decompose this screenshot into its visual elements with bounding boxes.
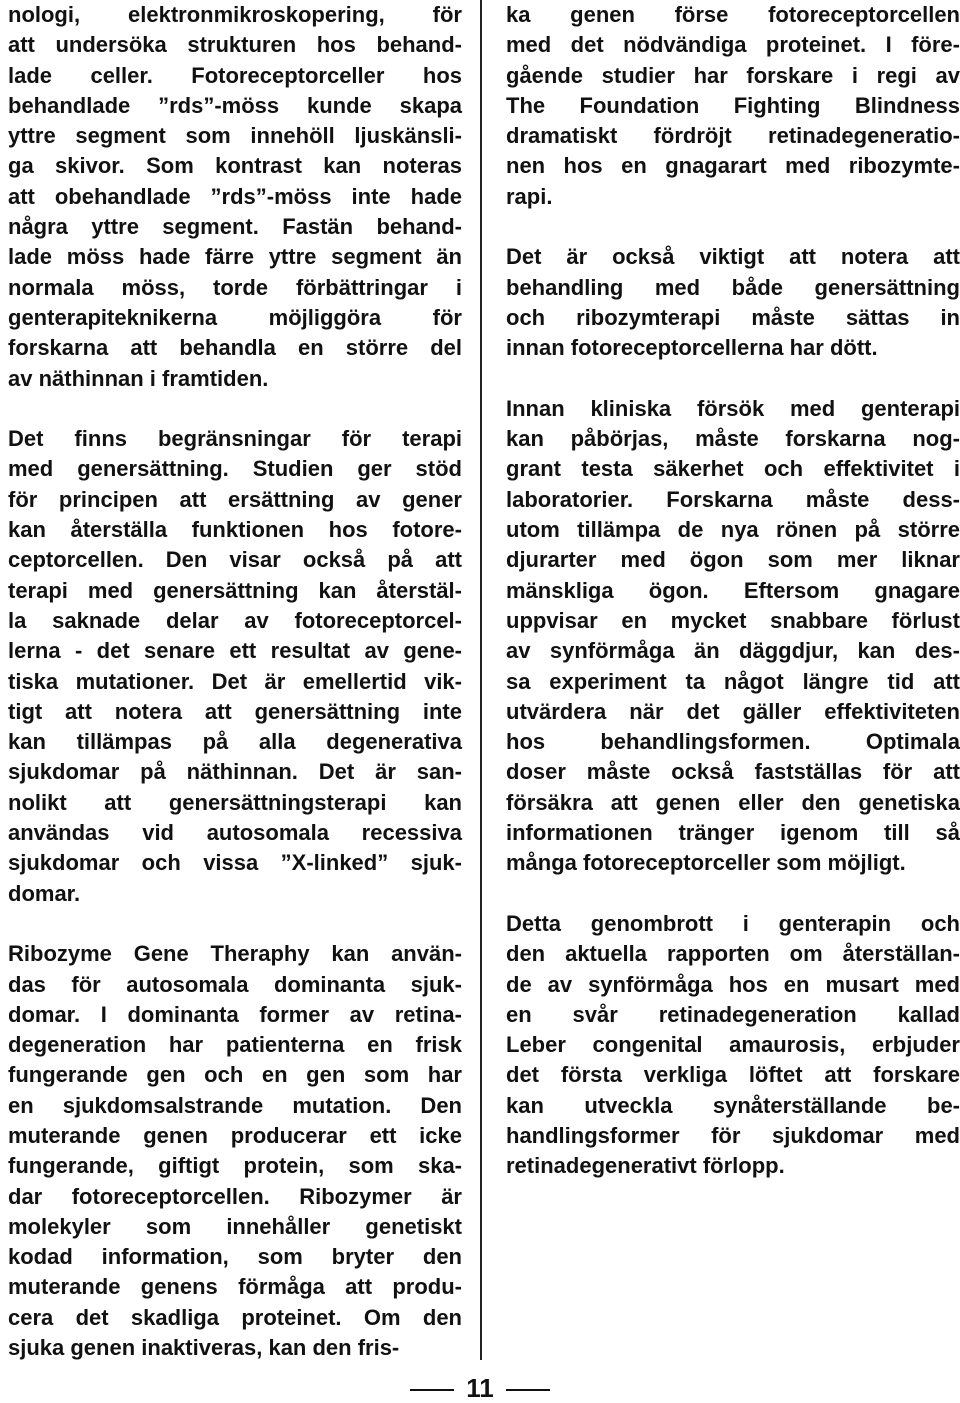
right-column-text-line: Leber congenital amaurosis, erbjuder	[506, 1032, 960, 1058]
left-column-text-line: das för autosomala dominanta sjuk-	[8, 971, 462, 997]
page-footer	[0, 1373, 960, 1403]
right-column-text-line: försäkra att genen eller den genetiska	[506, 789, 960, 815]
left-column-text-line: av näthinnan i framtiden.	[8, 365, 269, 391]
left-column-text-line: degeneration har patienterna en frisk	[8, 1032, 462, 1058]
right-column-text-line: uppvisar en mycket snabbare förlust	[506, 607, 960, 633]
right-column-text-line: med det nödvändiga proteinet. I före-	[506, 32, 960, 58]
right-column-text-line: de av synförmåga hos en musart med	[506, 971, 960, 997]
left-column-text-line: genterapiteknikerna möjliggöra för	[8, 304, 462, 330]
right-column-text-line: Innan kliniska försök med genterapi	[506, 395, 960, 421]
right-column-text-line: gående studier har forskare i regi av	[506, 62, 960, 88]
left-column-text-line: cera det skadliga proteinet. Om den	[8, 1304, 462, 1330]
right-column-text-line: utom tillämpa de nya rönen på större	[506, 517, 960, 543]
right-column-text-line: Detta genombrott i genterapin och	[506, 910, 960, 936]
right-column-text-line: en svår retinadegeneration kallad	[506, 1001, 960, 1027]
right-column-text-line: behandling med både genersättning	[506, 274, 960, 300]
right-column-text-line: rapi.	[506, 183, 553, 209]
left-column-text-line: nologi, elektronmikroskopering, för	[8, 2, 462, 27]
right-column-text-line: det första verkliga löftet att forskare	[506, 1062, 960, 1088]
right-column-text-line: The Foundation Fighting Blindness	[506, 92, 960, 118]
left-column-text-line: tiska mutationer. Det är emellertid vik-	[8, 668, 462, 694]
left-column-text-line: att obehandlade ”rds”-möss inte hade	[8, 183, 462, 209]
left-column-text-line: yttre segment som innehöll ljuskänsli-	[8, 123, 462, 149]
right-column	[506, 0, 960, 1182]
right-column-text-line: den aktuella rapporten om återställan-	[506, 941, 960, 967]
left-column-text-line: lade celler. Fotoreceptorceller hos	[8, 62, 462, 88]
right-column-text-line: informationen tränger igenom till så	[506, 820, 960, 846]
right-column-text-line: retinadegenerativt förlopp.	[506, 1153, 785, 1179]
left-column-text-line: terapi med genersättning kan återstäl-	[8, 577, 462, 603]
left-column-text-line: dar fotoreceptorcellen. Ribozymer är	[8, 1183, 462, 1209]
page-number: 11	[466, 1373, 494, 1403]
left-column-text-line: kan tillämpas på alla degenerativa	[8, 729, 462, 755]
right-column-text-line: Det är också viktigt att notera att	[506, 244, 960, 270]
right-column-text-line: av synförmåga än däggdjur, kan des-	[506, 638, 960, 664]
left-column-text-line: lade möss hade färre yttre segment än	[8, 244, 462, 270]
left-column-text-line: muterande genens förmåga att produ-	[8, 1274, 462, 1300]
right-column-text-line: handlingsformer för sjukdomar med	[506, 1122, 960, 1148]
left-column-text-line: användas vid autosomala recessiva	[8, 820, 462, 846]
left-column-text-line: några yttre segment. Fastän behand-	[8, 214, 462, 240]
right-column-text-line: ka genen förse fotoreceptorcellen	[506, 2, 960, 27]
left-column-text-line: kan återställa funktionen hos fotore-	[8, 517, 462, 543]
left-column-paragraph-gap	[8, 909, 462, 939]
left-column-text-line: fungerande gen och en gen som har	[8, 1062, 462, 1088]
right-column-text-line: många fotoreceptorceller som möjligt.	[506, 850, 906, 876]
right-column-text-line: hos behandlingsformen. Optimala	[506, 729, 960, 755]
left-column-text-line: la saknade delar av fotoreceptorcel-	[8, 607, 462, 633]
left-column-text-line: en sjukdomsalstrande mutation. Den	[8, 1092, 462, 1118]
left-column-text-line: att undersöka strukturen hos behand-	[8, 32, 462, 58]
column-divider	[480, 0, 482, 1360]
left-column-text-line: ga skivor. Som kontrast kan noteras	[8, 153, 462, 179]
left-column-text-line: med genersättning. Studien ger stöd	[8, 456, 462, 482]
left-column-text-line: kodad information, som bryter den	[8, 1244, 462, 1270]
right-column-text-line: dramatiskt fördröjt retinadegeneratio-	[506, 123, 960, 149]
right-column-text-line: mänskliga ögon. Eftersom gnagare	[506, 577, 960, 603]
right-column-text-line: kan påbörjas, måste forskarna nog-	[506, 426, 960, 452]
left-column-text-line: domar.	[8, 880, 81, 906]
left-column-text-line: sjukdomar på näthinnan. Det är san-	[8, 759, 462, 785]
left-column-text-line: Ribozyme Gene Theraphy kan använ-	[8, 941, 462, 967]
right-column-text-line: grant testa säkerhet och effektivitet i	[506, 456, 960, 482]
right-column-text-line: doser måste också fastställas för att	[506, 759, 960, 785]
left-column-text-line: fungerande, giftigt protein, som ska-	[8, 1153, 462, 1179]
right-column-text-line: utvärdera när det gäller effektiviteten	[506, 698, 960, 724]
left-column-text-line: nolikt att genersättningsterapi kan	[8, 789, 462, 815]
right-column-text-line: djurarter med ögon som mer liknar	[506, 547, 960, 573]
right-column-paragraph-gap	[506, 879, 960, 909]
right-column-paragraph-gap	[506, 364, 960, 394]
left-column-text-line: sjukdomar och vissa ”X-linked” sjuk-	[8, 850, 462, 876]
footer-dash-right	[506, 1389, 550, 1391]
left-column-text-line: lerna - det senare ett resultat av gene-	[8, 638, 462, 664]
left-column-text-line: normala möss, torde förbättringar i	[8, 274, 462, 300]
right-column-text-line: laboratorier. Forskarna måste dess-	[506, 486, 960, 512]
right-column-text-line: och ribozymterapi måste sättas in	[506, 304, 960, 330]
left-column-text-line: sjuka genen inaktiveras, kan den fris-	[8, 1335, 400, 1361]
left-column-paragraph-gap	[8, 394, 462, 424]
left-column-text-line: tigt att notera att genersättning inte	[8, 698, 462, 724]
right-column-paragraph-gap	[506, 212, 960, 242]
left-column-text-line: behandlade ”rds”-möss kunde skapa	[8, 92, 462, 118]
left-column-text-line: domar. I dominanta former av retina-	[8, 1001, 462, 1027]
left-column	[8, 0, 462, 1363]
left-column-text-line: för principen att ersättning av gener	[8, 486, 462, 512]
left-column-text-line: forskarna att behandla en större del	[8, 335, 462, 361]
right-column-text-line: nen hos en gnagarart med ribozymte-	[506, 153, 960, 179]
left-column-text-line: molekyler som innehåller genetiskt	[8, 1213, 462, 1239]
right-column-text-line: sa experiment ta något längre tid att	[506, 668, 960, 694]
right-column-text-line: innan fotoreceptorcellerna har dött.	[506, 335, 878, 361]
left-column-text-line: muterande genen producerar ett icke	[8, 1122, 462, 1148]
footer-dash-left	[410, 1389, 454, 1391]
left-column-text-line: ceptorcellen. Den visar också på att	[8, 547, 462, 573]
right-column-text-line: kan utveckla synåterställande be-	[506, 1092, 960, 1118]
left-column-text-line: Det finns begränsningar för terapi	[8, 426, 462, 452]
